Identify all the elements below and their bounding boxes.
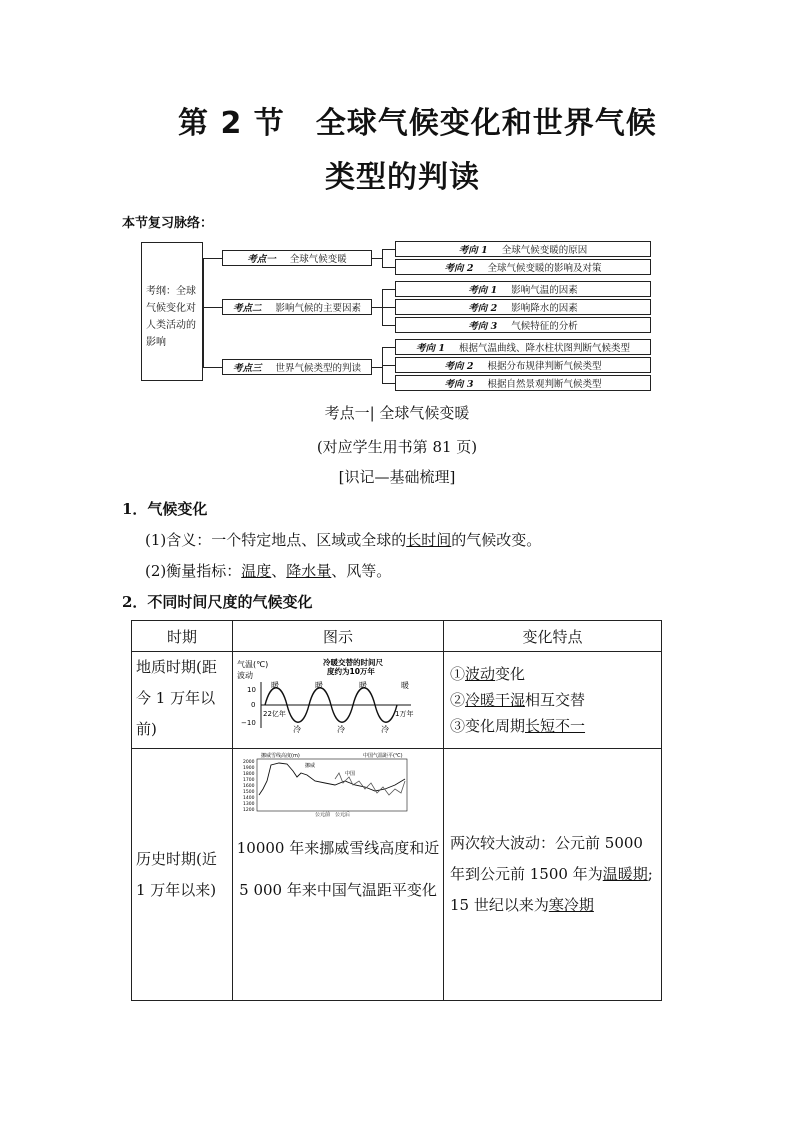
table-row-historic bbox=[132, 749, 662, 1001]
concept-item bbox=[395, 281, 651, 297]
ind-temperature: 温度 bbox=[241, 562, 272, 580]
s2-heading: 2．不同时间尺度的气候变化 bbox=[122, 593, 313, 611]
concept-item bbox=[395, 339, 651, 355]
connector bbox=[372, 307, 382, 308]
book-reference: (对应学生用书第 81 页) bbox=[316, 438, 478, 456]
s1-definition bbox=[145, 529, 541, 550]
concept-root-box bbox=[141, 242, 203, 381]
cold-label: 冷 bbox=[337, 725, 345, 734]
concept-item bbox=[395, 299, 651, 315]
connector bbox=[382, 249, 383, 267]
period-historic bbox=[132, 749, 233, 1001]
warm-label: 暖 bbox=[401, 681, 409, 690]
diagram-historic bbox=[233, 749, 444, 1001]
concept-point-3 bbox=[222, 359, 372, 375]
tick-label: 1800 bbox=[243, 772, 255, 777]
connector bbox=[372, 367, 382, 368]
point-tag: 考点三 bbox=[232, 363, 262, 374]
connector bbox=[372, 258, 382, 259]
def-suffix: 的气候改变。 bbox=[451, 531, 542, 549]
item-text: 影响降水的因素 bbox=[511, 303, 578, 314]
tick-label: 1600 bbox=[243, 784, 255, 789]
connector bbox=[203, 367, 222, 368]
connector bbox=[203, 258, 204, 368]
concept-item bbox=[395, 241, 651, 257]
item-tag: 考向 1 bbox=[416, 343, 445, 354]
connector bbox=[382, 249, 395, 250]
diagram-geologic bbox=[233, 652, 444, 749]
connector bbox=[382, 325, 395, 326]
concept-item bbox=[395, 357, 651, 373]
tick-label: 1900 bbox=[243, 766, 255, 771]
chart-note-2: 度约为10万年 bbox=[327, 667, 375, 676]
tick-label: −10 bbox=[241, 719, 256, 727]
concept-point-2 bbox=[222, 299, 372, 315]
plot-frame bbox=[257, 759, 407, 811]
connector bbox=[382, 383, 395, 384]
warm-label: 暖 bbox=[315, 681, 323, 690]
end-label: 1万年 bbox=[395, 710, 414, 718]
connector bbox=[382, 289, 395, 290]
feature-1: ①波动变化 bbox=[450, 665, 526, 683]
features-text: 两次较大波动：公元前 5000 年到公元前 1500 年为温暖期; 15 世纪以来为寒冷期 bbox=[450, 834, 653, 914]
period-text: 地质时期(距今 1 万年以前) bbox=[136, 658, 217, 738]
period-text: 历史时期(近 1 万年以来) bbox=[136, 849, 217, 899]
caption-line-1: 10000 年来挪威雪线高度和近 bbox=[236, 839, 440, 857]
cold-label: 冷 bbox=[293, 725, 301, 734]
tick-label: 2000 bbox=[243, 760, 255, 765]
item-tag: 考向 2 bbox=[444, 263, 474, 274]
item-text: 全球气候变暖的影响及对策 bbox=[487, 263, 602, 274]
series-label-norway: 挪威 bbox=[305, 763, 316, 769]
header-period: 时期 bbox=[132, 621, 233, 652]
series-label-china: 中国 bbox=[345, 771, 356, 777]
warm-label: 暖 bbox=[271, 681, 279, 690]
chart-ylabel-2: 波动 bbox=[237, 671, 253, 680]
historic-snowline-chart bbox=[235, 751, 441, 817]
chart-right-label: 中国气温距平(℃) bbox=[363, 753, 403, 759]
feature-3: ③变化周期长短不一 bbox=[450, 717, 586, 735]
table-row-geologic bbox=[132, 652, 662, 749]
concept-item bbox=[395, 317, 651, 333]
connector bbox=[203, 258, 222, 259]
features-historic bbox=[444, 749, 662, 1001]
chart-ylabel: 气温(℃) bbox=[237, 660, 269, 669]
header-features: 变化特点 bbox=[444, 621, 662, 652]
tick-label: 1400 bbox=[243, 796, 255, 801]
def-underlined: 长时间 bbox=[406, 531, 452, 549]
caption-line-2: 5 000 年来中国气温距平变化 bbox=[239, 881, 437, 899]
chart-xlabel: 公元前 公元后 bbox=[315, 812, 351, 817]
cold-label: 冷 bbox=[381, 725, 389, 734]
section-heading: 考点一| 全球气候变暖 bbox=[324, 404, 470, 422]
ind-suffix: 、风等。 bbox=[331, 562, 392, 580]
item-tag: 考向 1 bbox=[458, 245, 488, 256]
point-tag: 考点二 bbox=[232, 303, 262, 314]
period-geologic bbox=[132, 652, 233, 749]
concept-root-text: 考纲：全球气候变化对人类活动的影响 bbox=[146, 286, 196, 348]
connector bbox=[382, 307, 395, 308]
features-list bbox=[444, 657, 661, 743]
s1-indicators bbox=[145, 560, 391, 581]
climate-table bbox=[131, 620, 662, 1001]
warm-label: 暖 bbox=[359, 681, 367, 690]
page-title-line2: 类型的判读 bbox=[325, 160, 480, 195]
point-text: 全球气候变暖 bbox=[289, 254, 347, 265]
tick-label: 10 bbox=[247, 686, 256, 694]
item-text: 全球气候变暖的原因 bbox=[501, 245, 588, 256]
point-tag: 考点一 bbox=[247, 254, 276, 265]
item-tag: 考向 2 bbox=[444, 361, 474, 372]
point-text: 世界气候类型的判读 bbox=[275, 363, 362, 374]
connector bbox=[382, 267, 395, 268]
connector bbox=[382, 365, 395, 366]
header-diagram: 图示 bbox=[233, 621, 444, 652]
review-label: 本节复习脉络： bbox=[122, 216, 214, 231]
features-geologic bbox=[444, 652, 662, 749]
start-label: 22亿年 bbox=[263, 710, 286, 718]
item-tag: 考向 1 bbox=[468, 285, 498, 296]
tick-label: 1200 bbox=[243, 808, 255, 813]
tick-label: 1300 bbox=[243, 802, 255, 807]
page-title-line1: 第 2 节 全球气候变化和世界气候 bbox=[178, 106, 657, 141]
chart-left-label: 挪威雪线高度(m) bbox=[261, 753, 300, 759]
concept-item bbox=[395, 259, 651, 275]
ind-sep: 、 bbox=[271, 562, 287, 580]
tick-label: 0 bbox=[251, 701, 256, 709]
norway-snowline bbox=[259, 763, 405, 795]
item-text: 根据分布规律判断气候类型 bbox=[487, 361, 602, 372]
chart-note-1: 冷暖交替的时间尺 bbox=[323, 658, 383, 667]
connector bbox=[382, 347, 395, 348]
table-header-row bbox=[132, 621, 662, 652]
item-text: 根据自然景观判断气候类型 bbox=[487, 379, 602, 390]
ind-prefix: (2)衡量指标： bbox=[145, 562, 242, 580]
s1-heading: 1．气候变化 bbox=[122, 500, 208, 518]
historic-caption bbox=[235, 827, 441, 911]
tick-label: 1700 bbox=[243, 778, 255, 783]
point-text: 影响气候的主要因素 bbox=[275, 303, 362, 314]
def-prefix: (1)含义：一个特定地点、区域或全球的 bbox=[145, 531, 407, 549]
ind-precipitation: 降水量 bbox=[286, 562, 332, 580]
tick-label: 1500 bbox=[243, 790, 255, 795]
item-tag: 考向 3 bbox=[444, 379, 474, 390]
item-tag: 考向 2 bbox=[468, 303, 498, 314]
geologic-temp-chart bbox=[235, 654, 441, 742]
feature-2: ②冷暖干湿相互交替 bbox=[450, 691, 586, 709]
item-text: 影响气温的因素 bbox=[511, 285, 578, 296]
y-ticks bbox=[243, 759, 255, 813]
memory-label: [识记—基础梳理] bbox=[338, 468, 456, 486]
item-tag: 考向 3 bbox=[468, 321, 498, 332]
connector bbox=[203, 307, 222, 308]
concept-item bbox=[395, 375, 651, 391]
item-text: 气候特征的分析 bbox=[511, 321, 578, 332]
item-text: 根据气温曲线、降水柱状图判断气候类型 bbox=[458, 343, 630, 354]
concept-point-1 bbox=[222, 250, 372, 266]
